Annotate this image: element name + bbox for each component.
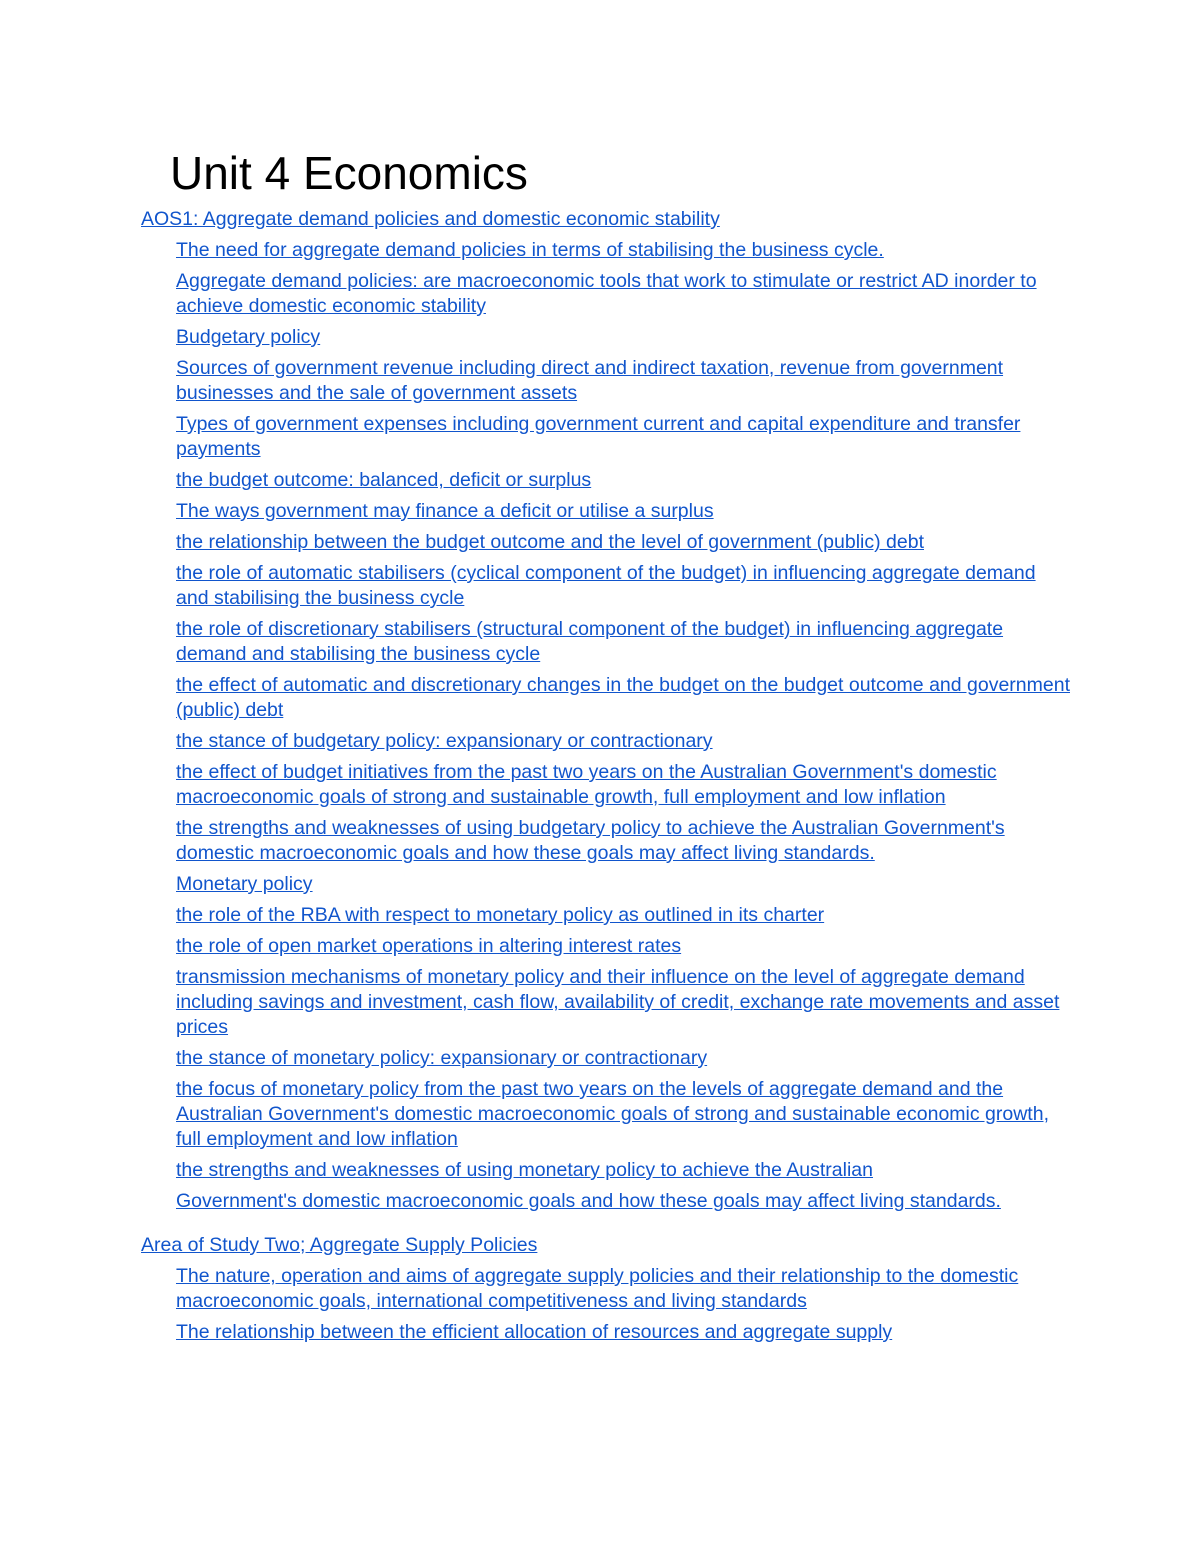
- toc-item-link[interactable]: the strengths and weaknesses of using budgetary policy to achieve the Australian Government's domestic macroeconomic goals and how these goals may affect living standards.: [176, 817, 1005, 864]
- toc-item-link[interactable]: the strengths and weaknesses of using monetary policy to achieve the Australian: [176, 1159, 873, 1181]
- toc-item-link[interactable]: The need for aggregate demand policies in terms of stabilising the business cycle.: [176, 239, 884, 261]
- toc-item: [176, 325, 1071, 350]
- toc-section-aos1: [141, 207, 1071, 232]
- toc-item: [176, 816, 1071, 866]
- toc-item: [176, 561, 1071, 611]
- toc-item-link[interactable]: The nature, operation and aims of aggregate supply policies and their relationship to the domestic macroeconomic goals, international competitiveness and living standards: [176, 1265, 1019, 1312]
- toc-item-link[interactable]: The ways government may finance a deficit or utilise a surplus: [176, 500, 714, 522]
- toc-heading-link[interactable]: AOS1: Aggregate demand policies and domestic economic stability: [141, 208, 720, 230]
- toc-item: [176, 468, 1071, 493]
- toc-item: [176, 269, 1071, 319]
- toc-item-link[interactable]: the stance of budgetary policy: expansionary or contractionary: [176, 730, 713, 752]
- toc-item: [176, 356, 1071, 406]
- toc-item-link[interactable]: The relationship between the efficient allocation of resources and aggregate supply: [176, 1321, 893, 1343]
- toc-item: [176, 530, 1071, 555]
- toc-item: [176, 499, 1071, 524]
- toc-items-aos1: [141, 238, 1071, 1214]
- toc-item-link[interactable]: the effect of budget initiatives from the past two years on the Australian Government's domestic macroeconomic goals of strong and sustainable growth, full employment and low inflation: [176, 761, 997, 808]
- toc-item-link[interactable]: the role of open market operations in altering interest rates: [176, 935, 682, 957]
- toc-item-link[interactable]: Monetary policy: [176, 873, 313, 895]
- toc-item: [176, 965, 1071, 1040]
- toc-item: [176, 872, 1071, 897]
- toc-item: [176, 1158, 1071, 1183]
- toc-item: [176, 1077, 1071, 1152]
- toc-item: [176, 1320, 1071, 1345]
- toc-item: [176, 238, 1071, 263]
- toc-item: [176, 1046, 1071, 1071]
- toc-item: [176, 617, 1071, 667]
- toc-item-link[interactable]: the role of discretionary stabilisers (structural component of the budget) in influencing aggregate demand and stabilising the business cycle: [176, 618, 1004, 665]
- toc-item-link[interactable]: the budget outcome: balanced, deficit or surplus: [176, 469, 592, 491]
- toc-items-aos2: [141, 1264, 1071, 1345]
- toc-item-link[interactable]: Budgetary policy: [176, 326, 321, 348]
- toc-item: [176, 729, 1071, 754]
- toc-item: [176, 760, 1071, 810]
- toc-item-link[interactable]: the focus of monetary policy from the past two years on the levels of aggregate demand and the Australian Government's domestic macroeconomic goals of strong and sustainable economic growth, full employment and low inflation: [176, 1078, 1049, 1150]
- toc-item-link[interactable]: the role of automatic stabilisers (cyclical component of the budget) in influencing aggregate demand and stabilising the business cycle: [176, 562, 1036, 609]
- toc-item: [176, 1264, 1071, 1314]
- table-of-contents: [141, 207, 1071, 1345]
- toc-item-link[interactable]: transmission mechanisms of monetary policy and their influence on the level of aggregate demand including savings and investment, cash flow, availability of credit, exchange rate movements and asset prices: [176, 966, 1060, 1038]
- toc-item-link[interactable]: the effect of automatic and discretionary changes in the budget on the budget outcome and government (public) debt: [176, 674, 1070, 721]
- toc-section-aos2: [141, 1233, 1071, 1258]
- page-title: Unit 4 Economics: [170, 147, 528, 199]
- toc-item: [176, 934, 1071, 959]
- toc-item: [176, 903, 1071, 928]
- toc-item: [176, 673, 1071, 723]
- toc-item-link[interactable]: Aggregate demand policies: are macroeconomic tools that work to stimulate or restrict AD inorder to achieve domestic economic stability: [176, 270, 1037, 317]
- toc-item-link[interactable]: Types of government expenses including government current and capital expenditure and transfer payments: [176, 413, 1021, 460]
- toc-item-link[interactable]: the role of the RBA with respect to monetary policy as outlined in its charter: [176, 904, 825, 926]
- toc-item-link[interactable]: the stance of monetary policy: expansionary or contractionary: [176, 1047, 708, 1069]
- toc-heading-link[interactable]: Area of Study Two; Aggregate Supply Policies: [141, 1234, 538, 1256]
- toc-item-link[interactable]: Sources of government revenue including direct and indirect taxation, revenue from government businesses and the sale of government assets: [176, 357, 1004, 404]
- toc-item-link[interactable]: Government's domestic macroeconomic goals and how these goals may affect living standards.: [176, 1190, 1001, 1212]
- toc-item: [176, 1189, 1071, 1214]
- toc-item-link[interactable]: the relationship between the budget outcome and the level of government (public) debt: [176, 531, 924, 553]
- toc-item: [176, 412, 1071, 462]
